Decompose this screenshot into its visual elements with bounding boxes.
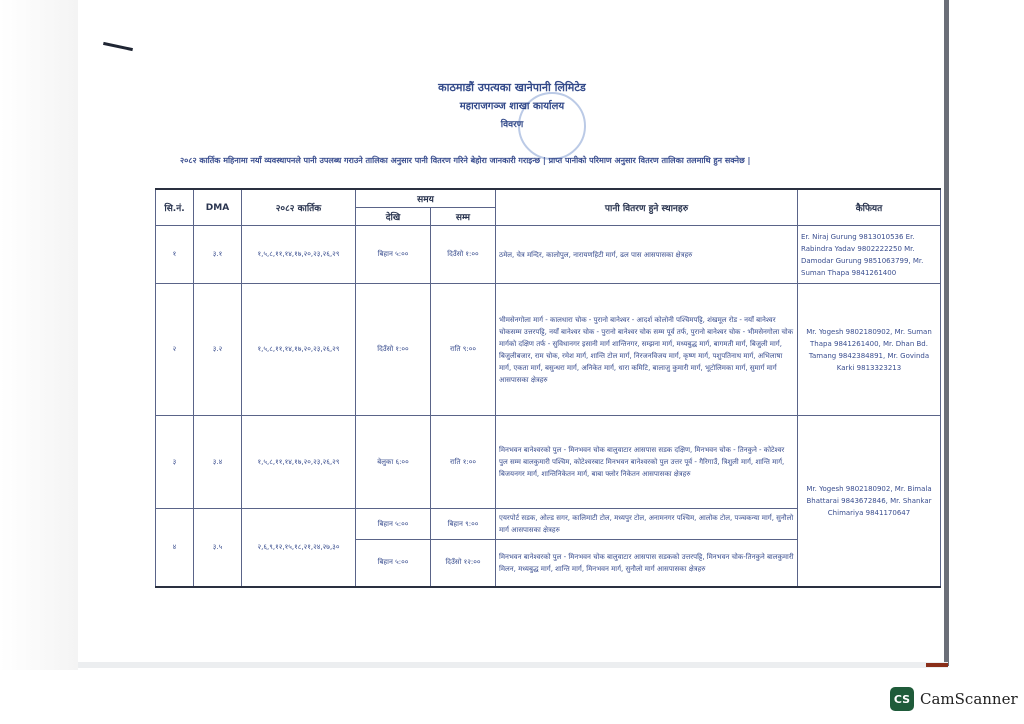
cell-to: दिउँसो १२:०० — [431, 540, 496, 587]
cell-from: बेलुका ६:०० — [356, 416, 431, 509]
pen-mark — [103, 42, 133, 51]
water-distribution-table — [155, 188, 941, 588]
notice-text: २०८२ कार्तिक महिनामा नयाँ व्यवस्थापनले पानी उपलब्ध गराउने तालिका अनुसार पानी वितरण गरिने बेहोरा जानकारी गराइन्छ | प्राप्त पानीको परिमाण अनुसार वितरण तालिका तलमाथि हुन सक्नेछ | — [180, 156, 751, 165]
cell-dma: ३.५ — [194, 509, 242, 587]
header-dates: २०८२ कार्तिक — [242, 189, 356, 226]
cell-locations: एयरपोर्ट सडक, ओल्ड सगर, कालिमाटी टोल, मध्यपुर टोल, अनामनगर पश्चिम, आलोक टोल, पञ्चकन्या मार्ग, सुनौलो मार्ग आसपासका क्षेत्रहरु — [496, 509, 798, 540]
cell-dma: ३.२ — [194, 284, 242, 416]
cell-from: बिहान ५:०० — [356, 509, 431, 540]
cell-dma: ३.१ — [194, 226, 242, 284]
cell-from: दिउँसो १:०० — [356, 284, 431, 416]
cell-sn: १ — [156, 226, 194, 284]
cell-locations: मिनभवन बानेश्वरको पुल - मिनभवन चोक बालुवाटार आसपास सडकको उत्तरपट्टि, मिनभवन चोक-तिनकुने बालकुमारी मिलन, मध्यबुद्ध मार्ग, शान्ति मार्ग, मिनभवन मार्ग, सुनौलो मार्ग आसपासका क्षेत्रहरु — [496, 540, 798, 587]
camscanner-logo-icon: CS — [890, 687, 914, 711]
cell-from: बिहान ५:०० — [356, 540, 431, 587]
cell-to: राति ९:०० — [431, 284, 496, 416]
camscanner-label: CamScanner — [920, 690, 1018, 708]
cell-to: बिहान ९:०० — [431, 509, 496, 540]
cell-to: दिउँसो १:०० — [431, 226, 496, 284]
camscanner-watermark — [890, 687, 1018, 711]
cell-dates: २,६,९,१२,१५,१८,२१,२४,२७,३० — [242, 509, 356, 587]
header-to: सम्म — [431, 208, 496, 226]
header-sn: सि.नं. — [156, 189, 194, 226]
branch-title: महाराजगञ्ज शाखा कार्यालय — [459, 101, 565, 112]
table-row — [156, 284, 941, 416]
header-time: समय — [356, 189, 496, 208]
header-dma: DMA — [194, 189, 242, 226]
subject-title: विवरण — [500, 120, 524, 130]
organization-title: काठमाडौं उपत्यका खानेपानी लिमिटेड — [438, 81, 586, 94]
cell-from: बिहान ५:०० — [356, 226, 431, 284]
header-remarks: कैफियत — [798, 189, 941, 226]
scan-edge-bottom — [78, 662, 948, 668]
cell-to: राति १:०० — [431, 416, 496, 509]
cell-sn: ४ — [156, 509, 194, 587]
cell-sn: २ — [156, 284, 194, 416]
cell-remarks: Mr. Yogesh 9802180902, Mr. Suman Thapa 9841261400, Mr. Dhan Bd. Tamang 9842384891, Mr. Govinda Karki 9813323213 — [798, 284, 941, 416]
cell-dma: ३.४ — [194, 416, 242, 509]
cell-remarks: Er. Niraj Gurung 9813010536 Er. Rabindra Yadav 9802222250 Mr. Damodar Gurung 9851063799, Mr. Suman Thapa 9841261400 — [798, 226, 941, 284]
header-from: देखि — [356, 208, 431, 226]
cell-locations: मिनभवन बानेश्वरको पुल - मिनभवन चोक बालुवाटार आसपास सडक दक्षिण, मिनभवन चोक - तिनकुने - कोटेश्वर पुल सम्म बालकुमारी पश्चिम, कोटेश्वरबाट मिनभवन बानेश्वरको पुल उत्तर पूर्व - गैरिगाउँ, त्रिशुली मार्ग, शान्ति मार्ग, बिजयनगर मार्ग, शान्तिनिकेतन मार्ग, बाबा फ्लोर निकेतन आसपासका क्षेत्रहरु — [496, 416, 798, 509]
table-row — [156, 226, 941, 284]
scan-mark — [926, 663, 948, 667]
cell-locations: ठमेल, चेत्र मन्दिर, कालोपुल, नारायणहिटी मार्ग, ढल पास आसपासका क्षेत्रहरु — [496, 226, 798, 284]
cell-locations: भीमसेनगोला मार्ग - कालधारा चोक - पुरानो बानेश्वर - आदर्श कोलोनी पश्चिमपट्टि, शंखमूल रोड - नयाँ बानेश्वर चोकसम्म उत्तरपट्टि, नयाँ बानेश्वर चोक - पुरानो बानेश्वर चोक सम्म पूर्व तर्फ, पुरानो बानेश्वर चोक - भीमसेनगोला चोक मार्गको दक्षिण तर्फ - सुविधानगर इसानी मार्ग शान्तिनगर, सम्झना मार्ग, मध्यबुद्ध मार्ग, बागमती मार्ग, बिजुली मार्ग, बिजुलीबजार, राम चोक, रमेश मार्ग, शान्ति टोल मार्ग, निरजनविजय मार्ग, कृष्ण मार्ग, पशुपतिनाथ मार्ग, अभिलाषा मार्ग, एकता मार्ग, बसुन्धरा मार्ग, अनिकेत मार्ग, धारा कमिटि, बालाजु कुमारी मार्ग, भूटोलिमका मार्ग, सुमार्ग मार्ग आसपासका क्षेत्रहरु — [496, 284, 798, 416]
table-row — [156, 416, 941, 509]
cell-dates: १,५,८,११,१४,१७,२०,२३,२६,२९ — [242, 284, 356, 416]
table-header-row — [156, 189, 941, 208]
header-locations: पानी वितरण हुने स्थानहरु — [496, 189, 798, 226]
cell-remarks: Mr. Yogesh 9802180902, Mr. Bimala Bhattarai 9843672846, Mr. Shankar Chimariya 9841170647 — [798, 416, 941, 587]
cell-sn: ३ — [156, 416, 194, 509]
cell-dates: १,५,८,११,१४,१७,२०,२३,२६,२९ — [242, 226, 356, 284]
cell-dates: १,५,८,११,१४,१७,२०,२३,२६,२९ — [242, 416, 356, 509]
